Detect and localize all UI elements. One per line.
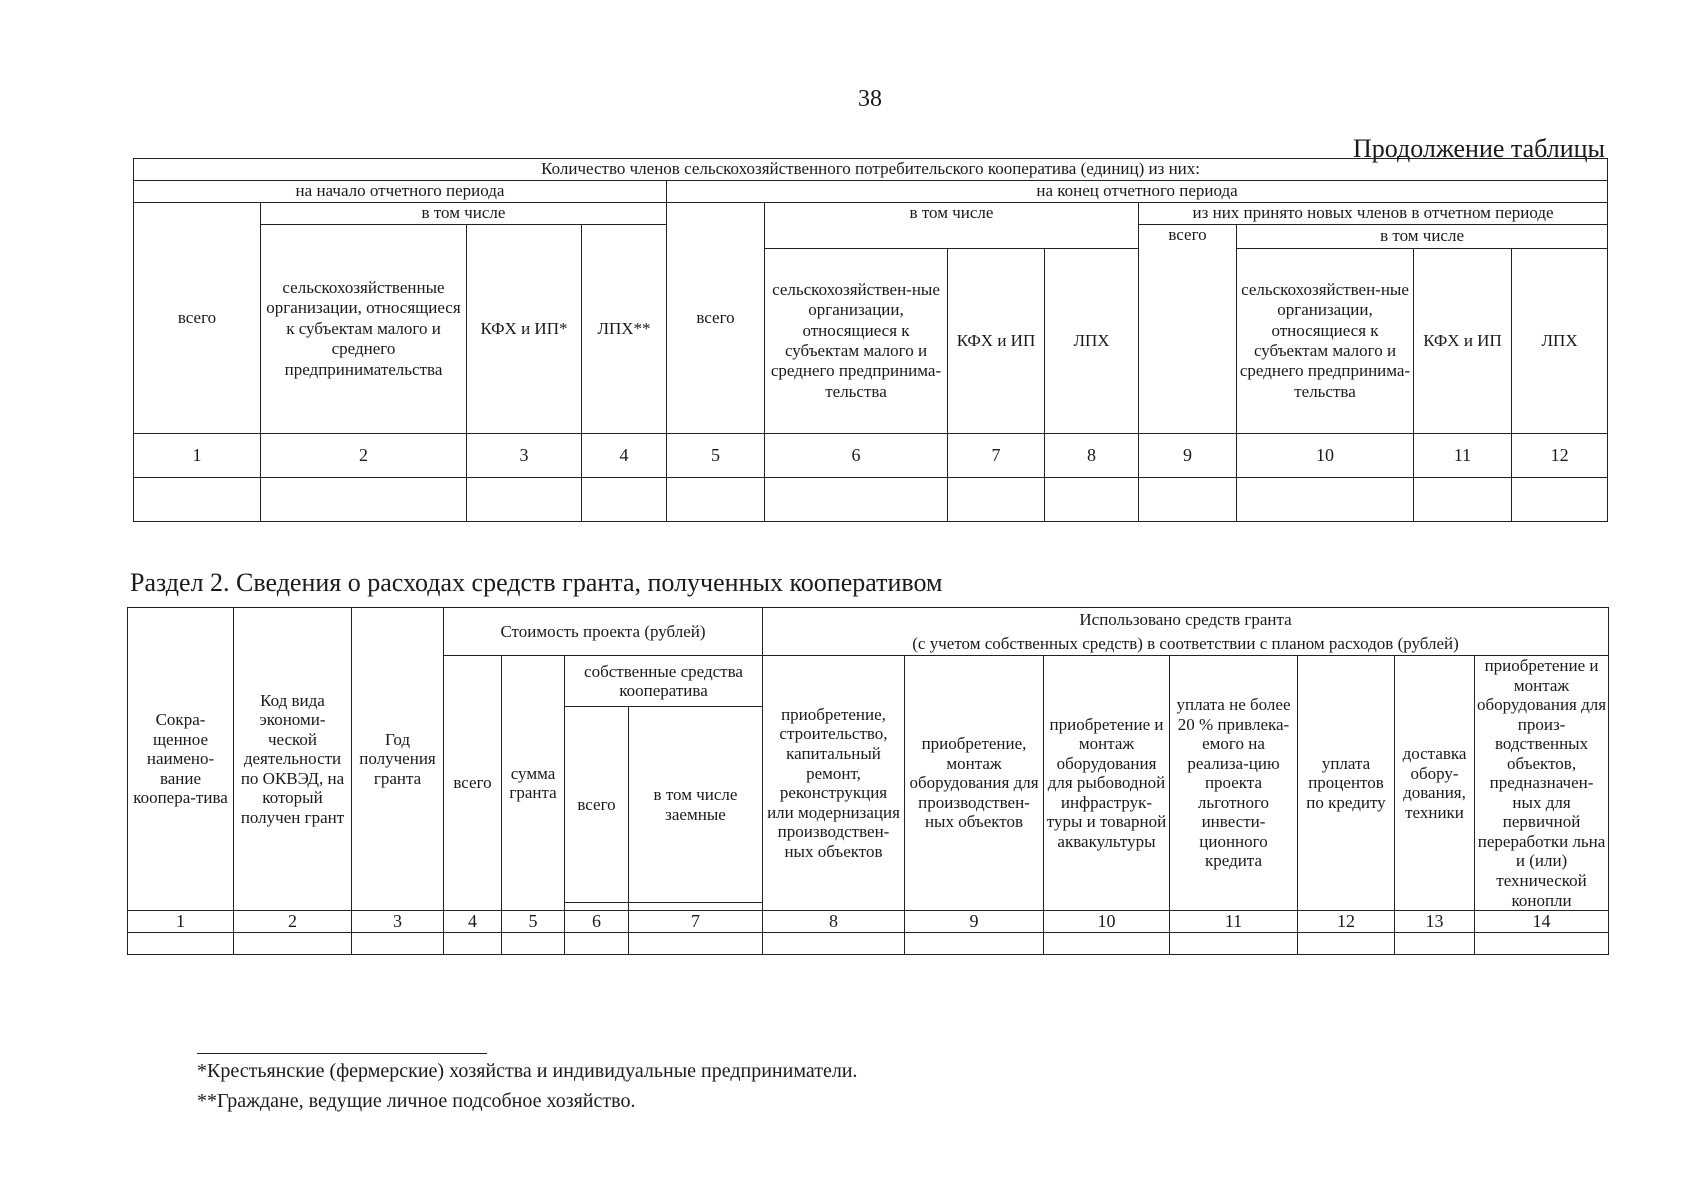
new-kfh-ip-header: КФХ и ИП	[1414, 249, 1512, 434]
cost-total-header: всего	[444, 656, 502, 911]
grant-used-line-2: (с учетом собственных средств) в соответствии с планом расходов (рублей)	[912, 633, 1459, 653]
column-number: 3	[467, 434, 582, 478]
column-number: 14	[1475, 911, 1609, 933]
start-lph-header: ЛПХ**	[582, 225, 667, 434]
column-number: 12	[1512, 434, 1608, 478]
start-kfh-ip-header: КФХ и ИП*	[467, 225, 582, 434]
column-number: 7	[948, 434, 1045, 478]
new-total-header: всего	[1139, 225, 1237, 434]
own-funds-total-header: всего	[565, 707, 629, 902]
end-period-header: на конец отчетного периода	[667, 181, 1608, 203]
data-cell[interactable]	[765, 478, 948, 522]
data-cell[interactable]	[1045, 478, 1139, 522]
column-number: 9	[905, 911, 1044, 933]
grant-used-line-1: Использовано средств гранта	[1079, 609, 1292, 629]
start-period-header: на начало отчетного периода	[134, 181, 667, 203]
grant-expenses-table	[127, 607, 1609, 955]
start-total-header: всего	[134, 203, 261, 434]
new-agri-orgs-header: сельскохозяйствен-ные организации, относящиеся к субъектам малого и среднего предпринима-тельства	[1237, 249, 1414, 434]
column-number: 1	[128, 911, 234, 933]
members-table	[133, 158, 1608, 522]
expense-delivery-header: доставка обору-дования, техники	[1395, 656, 1475, 911]
col-okved-header: Код вида экономи-ческой деятельности по ОКВЭД, на который получен грант	[234, 608, 352, 911]
data-cell[interactable]	[1414, 478, 1512, 522]
column-number: 6	[565, 911, 629, 933]
column-number: 11	[1414, 434, 1512, 478]
column-number: 5	[502, 911, 565, 933]
column-number: 12	[1298, 911, 1395, 933]
data-cell[interactable]	[905, 933, 1044, 955]
column-number: 7	[629, 911, 763, 933]
data-cell[interactable]	[1044, 933, 1170, 955]
expense-equipment-header: приобретение, монтаж оборудования для производствен-ных объектов	[905, 656, 1044, 911]
footnote-lph: **Граждане, ведущие личное подсобное хозяйство.	[197, 1090, 636, 1112]
expense-flax-hemp-header: приобретение и монтаж оборудования для произ-водственных объектов, предназначен-ных для первичной переработки льна и (или) технической конопли	[1475, 656, 1609, 911]
grant-used-header	[763, 608, 1609, 656]
data-cell[interactable]	[1237, 478, 1414, 522]
new-members-header: из них принято новых членов в отчетном периоде	[1139, 203, 1608, 225]
column-number: 13	[1395, 911, 1475, 933]
data-cell[interactable]	[1170, 933, 1298, 955]
data-cell[interactable]	[352, 933, 444, 955]
column-number: 4	[582, 434, 667, 478]
data-cell[interactable]	[667, 478, 765, 522]
expense-credit-header: уплата не более 20 % привлека-емого на реализа-цию проекта льготного инвести-ционного кредита	[1170, 656, 1298, 911]
end-kfh-ip-header: КФХ и ИП	[948, 249, 1045, 434]
expense-aquaculture-header: приобретение и монтаж оборудования для рыбоводной инфраструк-туры и товарной аквакультуры	[1044, 656, 1170, 911]
footnote-kfh: *Крестьянские (фермерские) хозяйства и индивидуальные предприниматели.	[197, 1060, 858, 1082]
data-cell[interactable]	[261, 478, 467, 522]
data-cell[interactable]	[629, 933, 763, 955]
page-number: 38	[858, 86, 882, 112]
expense-construction-header: приобретение, строительство, капитальный ремонт, реконструкция или модернизация производствен-ных объектов	[763, 656, 905, 911]
start-including-header: в том числе	[261, 203, 667, 225]
column-number: 2	[234, 911, 352, 933]
column-number: 10	[1237, 434, 1414, 478]
end-total-header: всего	[667, 203, 765, 434]
data-cell[interactable]	[1475, 933, 1609, 955]
column-number: 5	[667, 434, 765, 478]
column-number: 10	[1044, 911, 1170, 933]
expense-interest-header: уплата процентов по кредиту	[1298, 656, 1395, 911]
column-number: 2	[261, 434, 467, 478]
data-cell[interactable]	[467, 478, 582, 522]
start-agri-orgs-header: сельскохозяйственные организации, относящиеся к субъектам малого и среднего предпринимательства	[261, 225, 467, 434]
footnote-divider	[197, 1053, 487, 1054]
end-lph-header: ЛПХ	[1045, 249, 1139, 434]
members-table-title: Количество членов сельскохозяйственного потребительского кооператива (единиц) из них:	[134, 159, 1608, 181]
column-number: 8	[1045, 434, 1139, 478]
end-agri-orgs-header: сельскохозяйствен-ные организации, относящиеся к субъектам малого и среднего предпринима-тельства	[765, 249, 948, 434]
data-cell[interactable]	[948, 478, 1045, 522]
end-including-header: в том числе	[765, 203, 1139, 249]
column-number: 6	[765, 434, 948, 478]
data-cell[interactable]	[1512, 478, 1608, 522]
column-number: 4	[444, 911, 502, 933]
column-number: 8	[763, 911, 905, 933]
data-cell[interactable]	[128, 933, 234, 955]
data-cell[interactable]	[582, 478, 667, 522]
data-cell[interactable]	[234, 933, 352, 955]
data-cell[interactable]	[1298, 933, 1395, 955]
data-cell[interactable]	[1395, 933, 1475, 955]
own-funds-header: собственные средства кооператива	[565, 656, 763, 707]
column-number: 3	[352, 911, 444, 933]
own-funds-borrowed-header: в том числе заемные	[629, 707, 763, 902]
table-continuation-label: Продолжение таблицы	[1353, 134, 1605, 163]
col-short-name-header: Сокра-щенное наимено-вание коопера-тива	[128, 608, 234, 911]
col-year-header: Год получения гранта	[352, 608, 444, 911]
new-including-header: в том числе	[1237, 225, 1608, 249]
data-cell[interactable]	[444, 933, 502, 955]
column-number: 11	[1170, 911, 1298, 933]
data-cell[interactable]	[1139, 478, 1237, 522]
column-number: 9	[1139, 434, 1237, 478]
data-cell[interactable]	[502, 933, 565, 955]
data-cell[interactable]	[134, 478, 261, 522]
new-lph-header: ЛПХ	[1512, 249, 1608, 434]
grant-sum-header: сумма гранта	[502, 656, 565, 911]
column-number: 1	[134, 434, 261, 478]
project-cost-header: Стоимость проекта (рублей)	[444, 608, 763, 656]
data-cell[interactable]	[763, 933, 905, 955]
section-2-title: Раздел 2. Сведения о расходах средств гранта, полученных кооперативом	[130, 568, 943, 597]
data-cell[interactable]	[565, 933, 629, 955]
